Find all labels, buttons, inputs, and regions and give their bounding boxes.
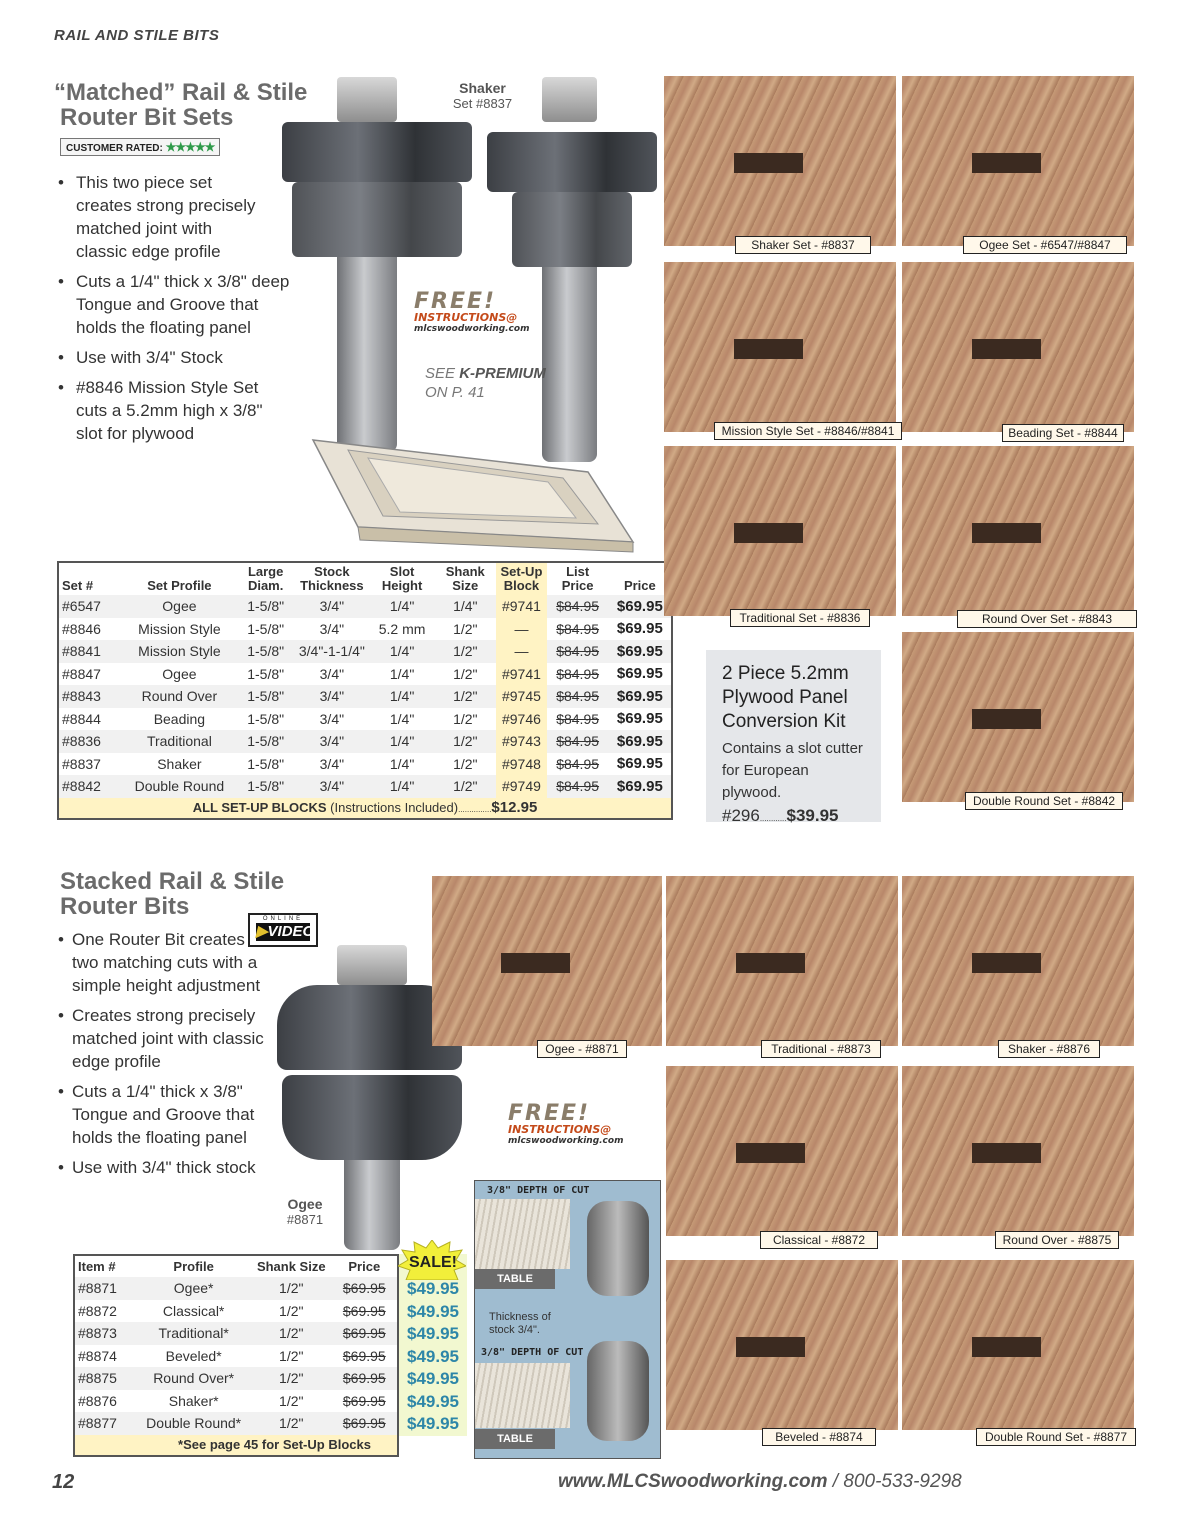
table-cell: $69.95	[609, 640, 672, 663]
table-cell: 1/2"	[251, 1367, 332, 1390]
stacked-bullet: • Cuts a 1/4" thick x 3/8" Tongue and Groove that holds the floating panel	[56, 1080, 266, 1149]
traditional-set-sample-image	[664, 446, 896, 616]
table-cell: Beveled*	[165, 1347, 222, 1364]
instructions-site: mlcswoodworking.com	[508, 1136, 624, 1146]
table-header: Shank Size	[445, 564, 485, 593]
thickness-note-line1: Thickness of	[489, 1311, 551, 1323]
table-cell: 1/2"	[453, 665, 478, 682]
table-cell: $69.95	[616, 755, 663, 773]
table-cell: #8872	[78, 1302, 117, 1319]
sample-caption: Classical - #8872	[760, 1231, 878, 1249]
table-cell: Round Over	[121, 685, 237, 708]
table-cell: $69.95	[332, 1412, 398, 1435]
table-header: Set-Up Block	[496, 562, 546, 595]
see-note-k-premium: K-PREMIUM	[459, 365, 546, 382]
table-cell: #9743	[496, 730, 546, 753]
setup-blocks-price: $12.95	[491, 799, 538, 816]
table-label: TABLE	[475, 1429, 555, 1449]
sale-price: $49.95	[407, 1301, 459, 1321]
table-cell: 1-5/8"	[247, 665, 285, 682]
matched-bullet: • This two piece set creates strong precisely matched joint with classic edge profile	[56, 171, 261, 263]
sample-caption: Double Round Set - #8877	[976, 1428, 1136, 1446]
table-cell: 1-5/8"	[247, 710, 285, 727]
footer-separator: /	[827, 1471, 844, 1492]
table-cell: $84.95	[547, 775, 609, 798]
free-label: FREE!	[508, 1101, 591, 1126]
sample-caption: Double Round Set - #8842	[965, 792, 1123, 810]
kit-dots: ............	[759, 814, 787, 823]
table-cell: 1-5/8"	[238, 595, 294, 618]
matched-sets-table	[57, 561, 673, 820]
table-cell: 3/4"	[319, 665, 345, 682]
matched-bit-image	[262, 72, 662, 472]
table-row	[74, 1412, 398, 1435]
table-row	[74, 1300, 398, 1323]
stacked-title-line1: Stacked Rail & Stile	[60, 868, 285, 895]
rating-label: CUSTOMER RATED:	[66, 143, 163, 154]
table-cell: $69.95	[616, 620, 663, 638]
sample-caption: Mission Style Set - #8846/#8841	[714, 422, 902, 440]
table-row	[58, 730, 672, 753]
table-row	[74, 1345, 398, 1368]
table-cell: #9748	[496, 753, 546, 776]
table-cell: 3/4"	[319, 620, 345, 637]
phone-number: 800-533-9298	[843, 1471, 962, 1492]
table-cell: 3/4"	[294, 730, 370, 753]
matched-bullet: • Cuts a 1/4" thick x 3/8" deep Tongue and Groove that holds the floating panel	[56, 270, 296, 339]
sale-label: SALE!	[409, 1254, 457, 1271]
matched-title-line1: “Matched” Rail & Stile	[54, 79, 308, 106]
matched-bullet: • Use with 3/4" Stock	[56, 346, 296, 369]
table-header: Profile	[173, 1259, 214, 1274]
ogee-bit-caption-set: #8871	[286, 1212, 324, 1227]
table-cell: 1-5/8"	[247, 620, 285, 637]
table-cell: #8875	[74, 1367, 136, 1390]
table-header: Item #	[78, 1259, 116, 1274]
table-cell: $84.95	[556, 620, 600, 637]
table-cell: 3/4"	[294, 685, 370, 708]
table-cell: #8841	[58, 640, 121, 663]
table-cell: 5.2 mm	[378, 620, 426, 637]
table-cell: 1/2"	[279, 1347, 304, 1364]
round-over-set-sample-image	[902, 446, 1134, 616]
rating-stars-icon: ★★★★★	[165, 140, 215, 154]
table-row	[58, 708, 672, 731]
table-cell: Double Round	[121, 775, 237, 798]
sample-caption: Ogee - #8871	[537, 1040, 627, 1058]
table-cell: $84.95	[556, 710, 600, 727]
table-cell: 1/4"	[370, 640, 434, 663]
table-cell: 1-5/8"	[238, 640, 294, 663]
beveled-sample-image	[666, 1260, 898, 1430]
kit-price-line	[722, 806, 865, 826]
table-row	[58, 685, 672, 708]
table-cell: Shaker	[157, 755, 202, 772]
table-header: Set Profile	[147, 578, 212, 593]
table-cell: Traditional*	[136, 1322, 251, 1345]
free-instructions-badge[interactable]	[508, 1101, 638, 1146]
table-cell: #6547	[58, 595, 121, 618]
shaker-set-sample-image	[664, 76, 896, 246]
video-label: VIDEO	[267, 923, 315, 940]
shaker-bit-caption	[440, 80, 525, 112]
table-cell: 1/2"	[434, 685, 496, 708]
table-cell: —	[496, 618, 546, 641]
table-label: TABLE	[475, 1269, 555, 1289]
video-online-label: ONLINE	[262, 916, 304, 922]
shaker-sample-image	[902, 876, 1134, 1046]
matched-bullet-list	[56, 171, 296, 452]
table-cell: 1/2"	[251, 1277, 332, 1300]
table-cell: #8876	[78, 1392, 117, 1409]
sale-price: $49.95	[407, 1346, 459, 1366]
table-cell: 1/4"	[370, 685, 434, 708]
table-row	[58, 595, 672, 618]
classical-sample-image	[666, 1066, 898, 1236]
table-cell: Ogee	[121, 595, 237, 618]
table-cell: $69.95	[342, 1392, 386, 1409]
sample-caption: Shaker Set - #8837	[735, 236, 871, 254]
ogee-bit-caption-name: Ogee	[287, 1196, 323, 1212]
table-cell: #8837	[62, 755, 101, 772]
sample-caption: Traditional Set - #8836	[730, 609, 870, 627]
page-number: 12	[52, 1471, 75, 1493]
table-cell: #8873	[74, 1322, 136, 1345]
table-row	[74, 1390, 398, 1413]
table-cell: $84.95	[547, 730, 609, 753]
table-cell: Ogee	[162, 665, 197, 682]
table-cell: $84.95	[556, 755, 600, 772]
table-cell: —	[496, 640, 546, 663]
depth-of-cut-label: 3/8" DEPTH OF CUT	[481, 1347, 584, 1358]
ogee-set-sample-image	[902, 76, 1134, 246]
table-cell: 1/4"	[389, 710, 415, 727]
stacked-title-line2: Router Bits	[60, 893, 190, 920]
round-over-sample-image	[902, 1066, 1134, 1236]
table-cell: 1-5/8"	[247, 755, 285, 772]
table-cell: 1-5/8"	[238, 730, 294, 753]
table-cell: #8874	[78, 1347, 117, 1364]
ogee-bit-caption	[280, 1196, 330, 1228]
table-cell: 1/4"	[370, 595, 434, 618]
table-cell: $69.95	[332, 1322, 398, 1345]
depth-of-cut-diagram	[474, 1180, 661, 1459]
table-row	[74, 1322, 398, 1345]
table-cell: Shaker*	[168, 1392, 219, 1409]
table-cell: 1/4"	[389, 755, 415, 772]
sale-price: $49.95	[407, 1369, 459, 1388]
table-cell: $69.95	[609, 775, 672, 798]
section-tag: RAIL AND STILE BITS	[54, 27, 220, 44]
see-k-premium-note	[425, 364, 546, 402]
sale-price: $49.95	[407, 1279, 459, 1298]
stacked-bullet: • Creates strong precisely matched joint with classic edge profile	[56, 1004, 266, 1073]
stacked-title	[60, 869, 284, 919]
table-cell: #8844	[62, 710, 101, 727]
stacked-bullet: • One Router Bit creates two matching cuts with a simple height adjustment	[56, 928, 266, 997]
double-round-sample-image	[902, 1260, 1134, 1430]
beading-set-sample-image	[902, 262, 1134, 432]
table-cell: #9741	[496, 663, 546, 686]
matched-title-line2: Router Bit Sets	[60, 104, 234, 131]
table-cell: $84.95	[547, 595, 609, 618]
table-cell: Beading	[153, 710, 206, 727]
table-cell: $69.95	[342, 1347, 386, 1364]
table-cell: 3/4"-1-1/4"	[294, 640, 370, 663]
table-cell: #8836	[58, 730, 121, 753]
sample-caption: Shaker - #8876	[998, 1040, 1100, 1058]
sale-price: $49.95	[407, 1391, 459, 1411]
sample-caption: Traditional - #8873	[761, 1040, 881, 1058]
instructions-label: INSTRUCTIONS@	[508, 1123, 612, 1136]
sample-caption: Beveled - #8874	[762, 1428, 876, 1446]
free-instructions-badge[interactable]	[414, 289, 544, 334]
table-header: Slot Height	[381, 564, 423, 593]
kit-item-number: #296	[722, 806, 760, 825]
table-cell: $69.95	[609, 595, 672, 618]
table-cell: 1/4"	[434, 595, 496, 618]
table-cell: Double Round*	[136, 1412, 251, 1435]
mission-style-sample-image	[664, 262, 896, 432]
table-header: Price	[348, 1259, 381, 1274]
free-label: FREE!	[414, 289, 497, 314]
sample-caption: Round Over - #8875	[995, 1231, 1119, 1249]
see-note-page: ON P. 41	[425, 384, 485, 401]
instructions-label: INSTRUCTIONS@	[414, 311, 518, 324]
table-row	[74, 1277, 398, 1300]
table-cell: $69.95	[332, 1277, 398, 1300]
website-link[interactable]: www.MLCSwoodworking.com	[558, 1471, 828, 1492]
table-cell: 1-5/8"	[238, 775, 294, 798]
sale-prices	[399, 1278, 467, 1436]
ogee-sample-image	[432, 876, 662, 1046]
table-cell: 1/2"	[453, 620, 478, 637]
table-cell: 1/2"	[453, 755, 478, 772]
table-header: List Price	[561, 564, 594, 593]
table-cell: 1-5/8"	[238, 685, 294, 708]
see-note-prefix: SEE	[425, 365, 460, 382]
table-cell: $69.95	[609, 730, 672, 753]
table-cell: 3/4"	[319, 710, 345, 727]
table-cell: 1/4"	[370, 730, 434, 753]
table-cell: Round Over*	[136, 1367, 251, 1390]
shaker-bit-caption-name: Shaker	[459, 80, 506, 96]
table-cell: $69.95	[342, 1302, 386, 1319]
table-cell: Ogee*	[136, 1277, 251, 1300]
table-cell: $84.95	[547, 640, 609, 663]
table-cell: 1/2"	[434, 730, 496, 753]
sale-price: $49.95	[407, 1414, 459, 1433]
table-cell: $69.95	[616, 710, 663, 728]
table-cell: $69.95	[616, 665, 663, 683]
customer-rating-badge	[60, 138, 220, 156]
table-header: Set #	[62, 578, 94, 593]
table-cell: 3/4"	[294, 775, 370, 798]
table-cell: 3/4"	[319, 755, 345, 772]
traditional-sample-image	[666, 876, 898, 1046]
table-header: Shank Size	[256, 1259, 326, 1274]
table-row	[58, 640, 672, 663]
table-cell: #9746	[496, 708, 546, 731]
table-cell: 1/2"	[251, 1412, 332, 1435]
thickness-note-line2: stock 3/4".	[489, 1324, 540, 1336]
cabinet-door-drawing	[308, 432, 638, 554]
table-cell: 1/2"	[279, 1302, 304, 1319]
table-cell: 1/2"	[434, 775, 496, 798]
table-cell: Classical*	[162, 1302, 225, 1319]
shaker-bit-caption-set: Set #8837	[452, 96, 513, 111]
double-round-set-sample-image	[902, 632, 1134, 802]
setup-blocks-footer	[58, 798, 672, 819]
table-row	[58, 663, 672, 686]
table-cell: $84.95	[556, 665, 600, 682]
table-cell: $69.95	[332, 1367, 398, 1390]
table-cell: Mission Style	[121, 640, 237, 663]
instructions-site: mlcswoodworking.com	[414, 324, 530, 334]
stacked-bullet: • Use with 3/4" thick stock	[56, 1156, 266, 1179]
table-cell: #8877	[74, 1412, 136, 1435]
kit-title: 2 Piece 5.2mm Plywood Panel Conversion Kit	[722, 663, 849, 732]
table-cell: #9749	[496, 775, 546, 798]
footer-contact	[558, 1471, 962, 1493]
table-cell: #8842	[58, 775, 121, 798]
setup-blocks-dots: ...............	[458, 805, 492, 814]
table-row	[58, 618, 672, 641]
table-cell: #8871	[74, 1277, 136, 1300]
setup-blocks-note: (Instructions Included)	[326, 800, 459, 815]
video-play-icon: ▶VIDEO	[256, 923, 315, 940]
table-cell: #9745	[496, 685, 546, 708]
table-cell: $84.95	[547, 685, 609, 708]
table-cell: #8847	[62, 665, 101, 682]
sample-caption: Round Over Set - #8843	[957, 610, 1137, 628]
table-cell: #8843	[58, 685, 121, 708]
stacked-bits-table	[73, 1254, 399, 1457]
table-cell: 1/2"	[279, 1392, 304, 1409]
table-header: Large Diam.	[247, 564, 284, 593]
table-header: Price	[623, 578, 656, 593]
table-cell: 3/4"	[294, 595, 370, 618]
matched-bullet: • #8846 Mission Style Set cuts a 5.2mm high x 3/8" slot for plywood	[56, 376, 291, 445]
table-cell: 1/2"	[434, 640, 496, 663]
table-cell: 1/4"	[370, 775, 434, 798]
table-cell: $69.95	[609, 685, 672, 708]
plywood-conversion-kit-box	[706, 650, 881, 825]
kit-description: Contains a slot cutter for European plywood.	[722, 740, 863, 801]
kit-price: $39.95	[786, 806, 839, 825]
depth-of-cut-label: 3/8" DEPTH OF CUT	[487, 1185, 590, 1196]
setup-blocks-footnote: *See page 45 for Set-Up Blocks	[74, 1435, 398, 1456]
stacked-bullet-list	[56, 928, 266, 1186]
table-cell: #8846	[62, 620, 101, 637]
table-cell: 1/2"	[251, 1322, 332, 1345]
table-row	[58, 775, 672, 798]
table-cell: 1/2"	[453, 710, 478, 727]
table-cell: #9741	[496, 595, 546, 618]
sale-price: $49.95	[407, 1324, 459, 1343]
sample-caption: Beading Set - #8844	[1002, 424, 1124, 442]
table-row	[74, 1367, 398, 1390]
table-cell: Traditional	[121, 730, 237, 753]
sample-caption: Ogee Set - #6547/#8847	[963, 236, 1127, 254]
table-row	[58, 753, 672, 776]
table-cell: 1/4"	[389, 665, 415, 682]
table-cell: Mission Style	[138, 620, 221, 637]
table-header: Stock Thickness	[300, 564, 364, 593]
setup-blocks-label: ALL SET-UP BLOCKS	[192, 800, 327, 815]
